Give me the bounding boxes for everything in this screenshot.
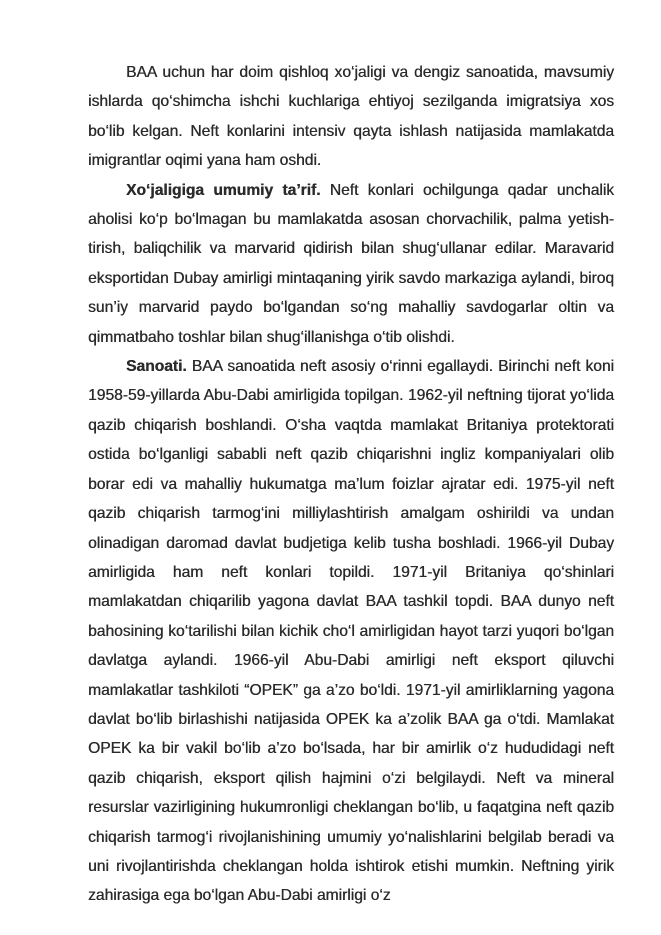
section-heading-industry: Sanoati. xyxy=(126,358,187,376)
paragraph-body: BAA uchun har doim qishloq xo‘jaligi va dengiz sanoatida, mavsumiy ishlarda qo‘shimcha ishchi kuchlariga ehtiyoj sezilganda imigratsiya xos bo‘lib kelgan. Neft konlarini intensiv qayta ishlash natijasida mamlakatda imigrantlar oqimi yana ham oshdi. xyxy=(88,64,614,170)
text-column xyxy=(88,58,614,911)
section-heading-economy: Xo‘jaligiga umumiy ta’rif. xyxy=(126,181,321,199)
paragraph-industry xyxy=(88,352,614,911)
paragraph-immigration xyxy=(88,58,614,176)
paragraph-body: BAA sanoatida neft asosiy o‘rinni egallaydi. Birinchi neft koni 1958-59-yillarda Abu-Dabi amirligida topilgan. 1962-yil neftning tijorat yo‘lida qazib chiqarish boshlandi. O‘sha vaqtda mamlakat Britaniya protektorati ostida bo‘lganligi sababli neft qazib chiqarishni ingliz kompaniyalari olib borar edi va mahalliy hukumatga ma’lum foizlar ajratar edi. 1975-yil neft qazib chiqarish tarmog‘ini milliylashtirish amalgam oshirildi va undan olinadigan daromad davlat budjetiga kelib tusha boshladi. 1966-yil Dubay amirligida ham neft konlari topildi. 1971-yil Britaniya qo‘shinlari mamlakatdan chiqarilib yagona davlat BAA tashkil topdi. BAA dunyo neft bahosining ko‘tarilishi bilan kichik cho‘l amirligidan hayot tarzi yuqori bo‘lgan davlatga aylandi. 1966-yil Abu-Dabi amirligi neft eksport qiluvchi mamlakatlar tashkiloti “OPEK” ga a’zo bo‘ldi. 1971-yil amirliklarning yagona davlat bo‘lib birlashishi natijasida OPEK ka a’zolik BAA ga o‘tdi. Mamlakat OPEK ka bir vakil bo‘lib a’zo bo‘lsada, har bir amirlik o‘z hududidagi neft qazib chiqarish, eksport qilish hajmini o‘zi belgilaydi. Neft va mineral resurslar vazirligining hukumronligi cheklangan bo‘lib, u faqatgina neft qazib chiqarish tarmog‘i rivojlanishining umumiy yo‘nalishlarini belgilab beradi va uni rivojlantirishda cheklangan holda ishtirok etishi mumkin. Neftning yirik zahirasiga ega bo‘lgan Abu-Dabi amirligi o‘z xyxy=(88,358,614,905)
paragraph-body: Neft konlari ochilgunga qadar unchalik aholisi ko‘p bo‘lmagan bu mamlakatda asosan chorvachilik, palma yetish-tirish, baliqchilik va marvarid qidirish bilan shug‘ullanar edilar. Maravarid eksportidan Dubay amirligi mintaqaning yirik savdo markaziga aylandi, biroq sun’iy marvarid paydo bo‘lgandan so‘ng mahalliy savdogarlar oltin va qimmatbaho toshlar bilan shug‘illanishga o‘tib olishdi. xyxy=(88,181,614,346)
paragraph-economy-overview xyxy=(88,176,614,352)
